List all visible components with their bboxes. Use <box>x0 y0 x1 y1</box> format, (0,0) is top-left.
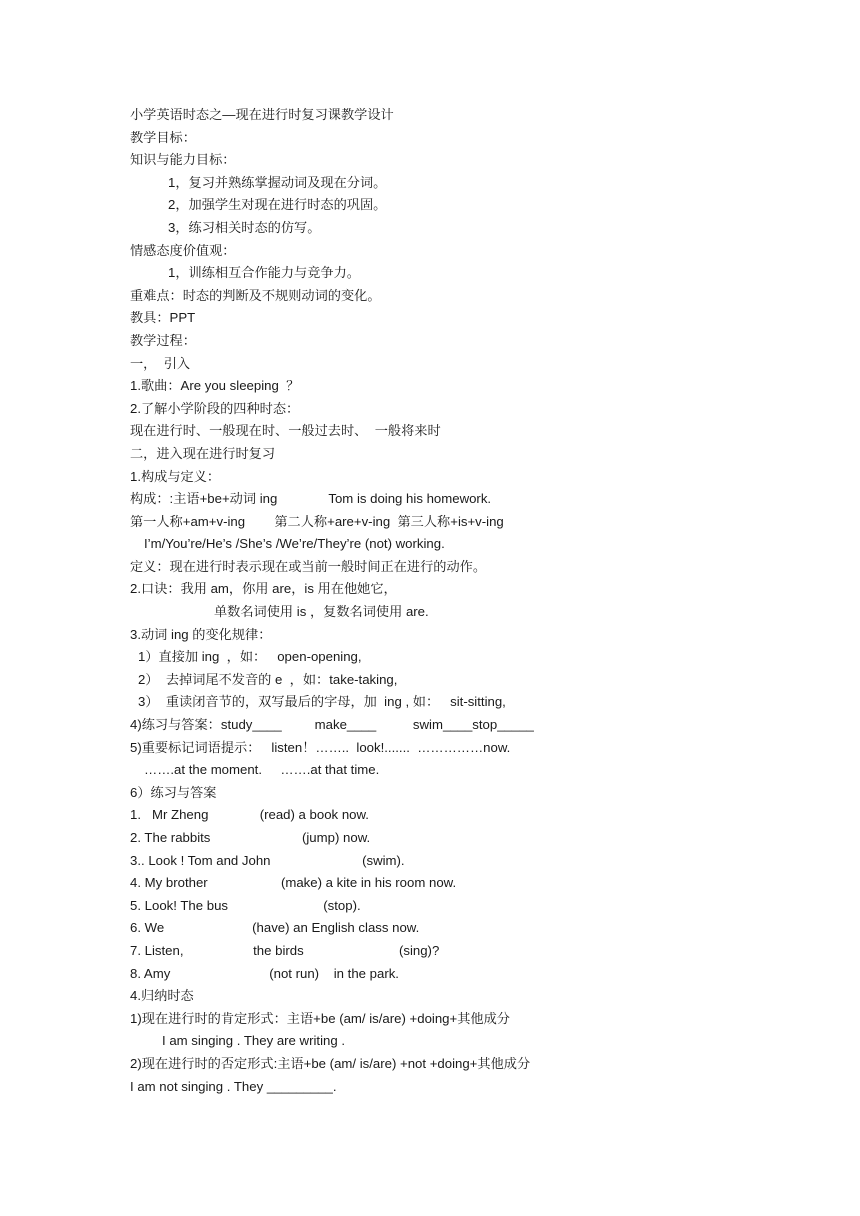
exercise-item: 6. We (have) an English class now. <box>130 920 420 936</box>
step-heading: 一， 引入 <box>130 355 191 371</box>
text-line: 1.构成与定义： <box>130 468 221 484</box>
rule-item: 2） 去掉词尾不发音的 e ，如：take-taking, <box>138 671 398 687</box>
text-line: 4)练习与答案：study____ make____ swim____stop_____ <box>130 717 534 733</box>
text-line: 重难点：时态的判断及不规则动词的变化。 <box>130 287 381 303</box>
rule-item: 3） 重读闭音节的，双写最后的字母，加 ing , 如： sit-sitting, <box>138 694 506 710</box>
document-title: 小学英语时态之—现在进行时复习课教学设计 <box>130 107 394 122</box>
text-line: 5)重要标记词语提示： listen！…….. look!....... ……………now. <box>130 739 511 755</box>
exercise-item: 3.. Look ! Tom and John (swim). <box>130 852 405 868</box>
exercise-item: 5. Look! The bus (stop). <box>130 897 361 913</box>
section-heading: 教学目标： <box>130 129 196 145</box>
exercise-item: 8. Amy (not run) in the park. <box>130 965 399 981</box>
text-line: 构成：:主语+be+动词 ing Tom is doing his homework. <box>130 491 492 507</box>
text-line: 3.动词 ing 的变化规律： <box>130 626 272 642</box>
text-line: 第一人称+am+v-ing 第二人称+are+v-ing 第三人称+is+v-ing <box>130 513 504 529</box>
text-line: 4.归纳时态 <box>130 988 194 1004</box>
text-line: I’m/You’re/He’s /She’s /We’re/They’re (not) working. <box>144 536 445 552</box>
exercise-item: 4. My brother (make) a kite in his room now. <box>130 875 457 891</box>
section-heading: 教学过程： <box>130 332 196 348</box>
subheading: 情感态度价值观： <box>130 242 236 258</box>
text-line: 现在进行时、一般现在时、一般过去时、 一般将来时 <box>130 423 441 439</box>
text-line: 2.了解小学阶段的四种时态： <box>130 400 300 416</box>
text-line: I am not singing . They _________. <box>130 1078 337 1094</box>
subheading: 知识与能力目标： <box>130 152 236 168</box>
exercise-item: 2. The rabbits (jump) now. <box>130 830 371 845</box>
exercise-item: 1. Mr Zheng (read) a book now. <box>130 807 369 823</box>
text-line: 2)现在进行时的否定形式:主语+be (am/ is/are) +not +doing+其他成分 <box>130 1055 531 1071</box>
goal-item: 1，复习并熟练掌握动词及现在分词。 <box>168 174 387 190</box>
goal-item: 2，加强学生对现在进行时态的巩固。 <box>168 197 387 213</box>
text-line: 1.歌曲：Are you sleeping ？ <box>130 378 300 394</box>
goal-item: 1，训练相互合作能力与竞争力。 <box>168 265 360 281</box>
exercise-item: 7. Listen, the birds (sing)? <box>130 942 440 958</box>
text-line: 1)现在进行时的肯定形式：主语+be (am/ is/are) +doing+其他成分 <box>130 1010 510 1026</box>
text-line: …….at the moment. …….at that time. <box>144 762 380 778</box>
document-body <box>130 104 770 1098</box>
text-line: 教具：PPT <box>130 310 196 326</box>
step-heading: 二，进入现在进行时复习 <box>130 445 276 461</box>
rule-item: 1）直接加 ing ，如： open-opening, <box>138 649 362 665</box>
example-line: I am singing . They are writing . <box>162 1033 345 1049</box>
text-line: 6）练习与答案 <box>130 784 217 800</box>
text-line: 单数名词使用 is ，复数名词使用 are. <box>214 604 429 620</box>
text-line: 定义：现在进行时表示现在或当前一般时间正在进行的动作。 <box>130 558 487 574</box>
goal-item: 3，练习相关时态的仿写。 <box>168 219 321 235</box>
text-line: 2.口诀：我用 am，你用 are，is 用在他她它， <box>130 581 397 597</box>
